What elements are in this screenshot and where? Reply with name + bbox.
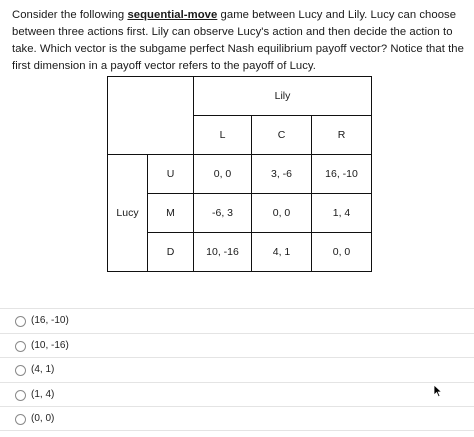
radio-empty-icon[interactable]: [15, 390, 26, 401]
payoff-cell-d-l: 10, -16: [194, 233, 252, 272]
answer-option-label: (1, 4): [31, 388, 55, 400]
radio-empty-icon[interactable]: [15, 365, 26, 376]
column-player-label: Lily: [194, 77, 372, 116]
radio-empty-icon[interactable]: [15, 414, 26, 425]
row-action-d: D: [148, 233, 194, 272]
answer-option-label: (10, -16): [31, 339, 69, 351]
answer-option-4[interactable]: [0, 382, 474, 407]
answer-option-2[interactable]: [0, 333, 474, 358]
row-player-label: Lucy: [108, 155, 148, 272]
payoff-matrix: [107, 76, 372, 272]
answer-options: [0, 308, 474, 431]
payoff-cell-m-r: 1, 4: [312, 194, 372, 233]
payoff-cell-u-l: 0, 0: [194, 155, 252, 194]
answer-option-label: (4, 1): [31, 364, 55, 375]
answer-option-5[interactable]: [0, 406, 474, 431]
question-text-end: game between Lucy and Lily. Lucy can choose between three actions first. Lily can observe Lucy's action and then decide the action to take. Which vector is the subgame perfect Nash equilibrium payoff vector? Notice that the first dimension in a payoff vector refers to the payoff of Lucy.: [12, 9, 464, 72]
answer-option-1[interactable]: [0, 308, 474, 333]
column-action-c: C: [252, 116, 312, 155]
mouse-pointer-icon: [433, 384, 443, 398]
radio-empty-icon[interactable]: [15, 341, 26, 352]
payoff-cell-u-c: 3, -6: [252, 155, 312, 194]
column-action-l: L: [194, 116, 252, 155]
payoff-cell-m-c: 0, 0: [252, 194, 312, 233]
answer-option-label: (0, 0): [31, 413, 55, 424]
radio-empty-icon[interactable]: [15, 316, 26, 327]
answer-option-3[interactable]: [0, 357, 474, 382]
question-text: [12, 7, 464, 75]
question-text-start: Consider the following: [12, 9, 128, 21]
payoff-cell-m-l: -6, 3: [194, 194, 252, 233]
row-action-m: M: [148, 194, 194, 233]
payoff-cell-d-c: 4, 1: [252, 233, 312, 272]
question-emphasis: sequential-move: [127, 9, 218, 21]
payoff-cell-d-r: 0, 0: [312, 233, 372, 272]
row-action-u: U: [148, 155, 194, 194]
column-action-r: R: [312, 116, 372, 155]
matrix-corner: [108, 77, 194, 155]
answer-option-label: (16, -10): [31, 315, 69, 326]
payoff-cell-u-r: 16, -10: [312, 155, 372, 194]
